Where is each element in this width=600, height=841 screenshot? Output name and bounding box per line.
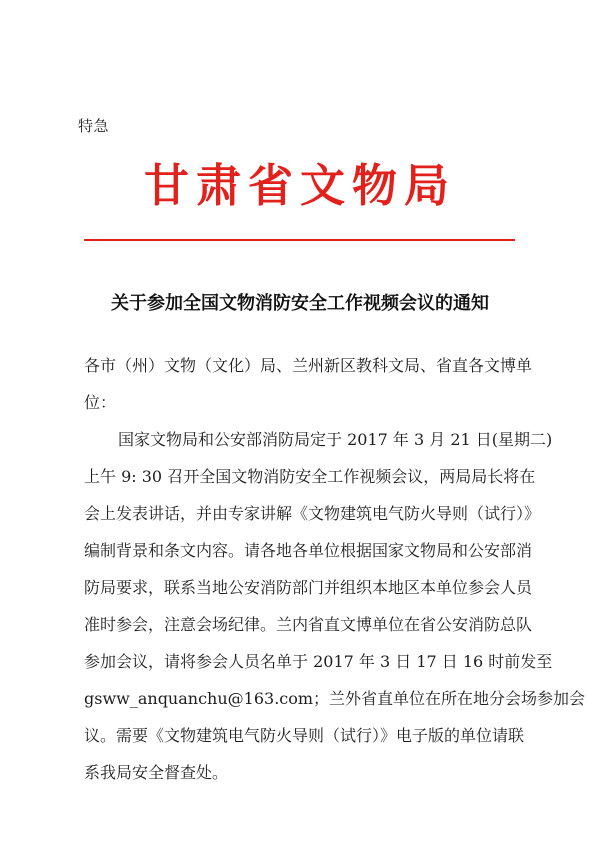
issuer-heading: 甘肃省文物局 <box>143 159 456 212</box>
red-divider <box>84 239 515 241</box>
body-line: 国家文物局和公安部消防局定于 2017 年 3 月 21 日(星期二) <box>118 430 553 449</box>
body-line: 编制背景和条文内容。请各地各单位根据国家文物局和公安部消 <box>84 541 533 560</box>
body-line: 议。需要《文物建筑电气防火导则（试行）》电子版的单位请联 <box>84 726 525 745</box>
body-line: 系我局安全督查处。 <box>84 763 229 782</box>
body-line: 参加会议，请将参会人员名单于 2017 年 3 日 17 日 16 时前发至 <box>84 652 553 671</box>
body-line: 防局要求，联系当地公安消防部门并组织本地区本单位参会人员 <box>84 578 533 597</box>
body-line: 会上发表讲话，并由专家讲解《文物建筑电气防火导则（试行）》 <box>84 504 541 523</box>
addressee-line: 各市（州）文物（文化）局、兰州新区教科文局、省直各文博单 <box>84 356 533 375</box>
body-line: gsww_anquanchu@163.com；兰外省直单位在所在地分会场参加会 <box>84 689 586 708</box>
urgency-label: 特急 <box>78 117 110 135</box>
document-title: 关于参加全国文物消防安全工作视频会议的通知 <box>111 293 489 314</box>
body-line: 上午 9: 30 召开全国文物消防安全工作视频会议，两局局长将在 <box>84 467 536 486</box>
addressee-line: 位： <box>84 393 117 412</box>
body-line: 准时参会，注意会场纪律。兰内省直文博单位在省公安消防总队 <box>84 615 533 634</box>
